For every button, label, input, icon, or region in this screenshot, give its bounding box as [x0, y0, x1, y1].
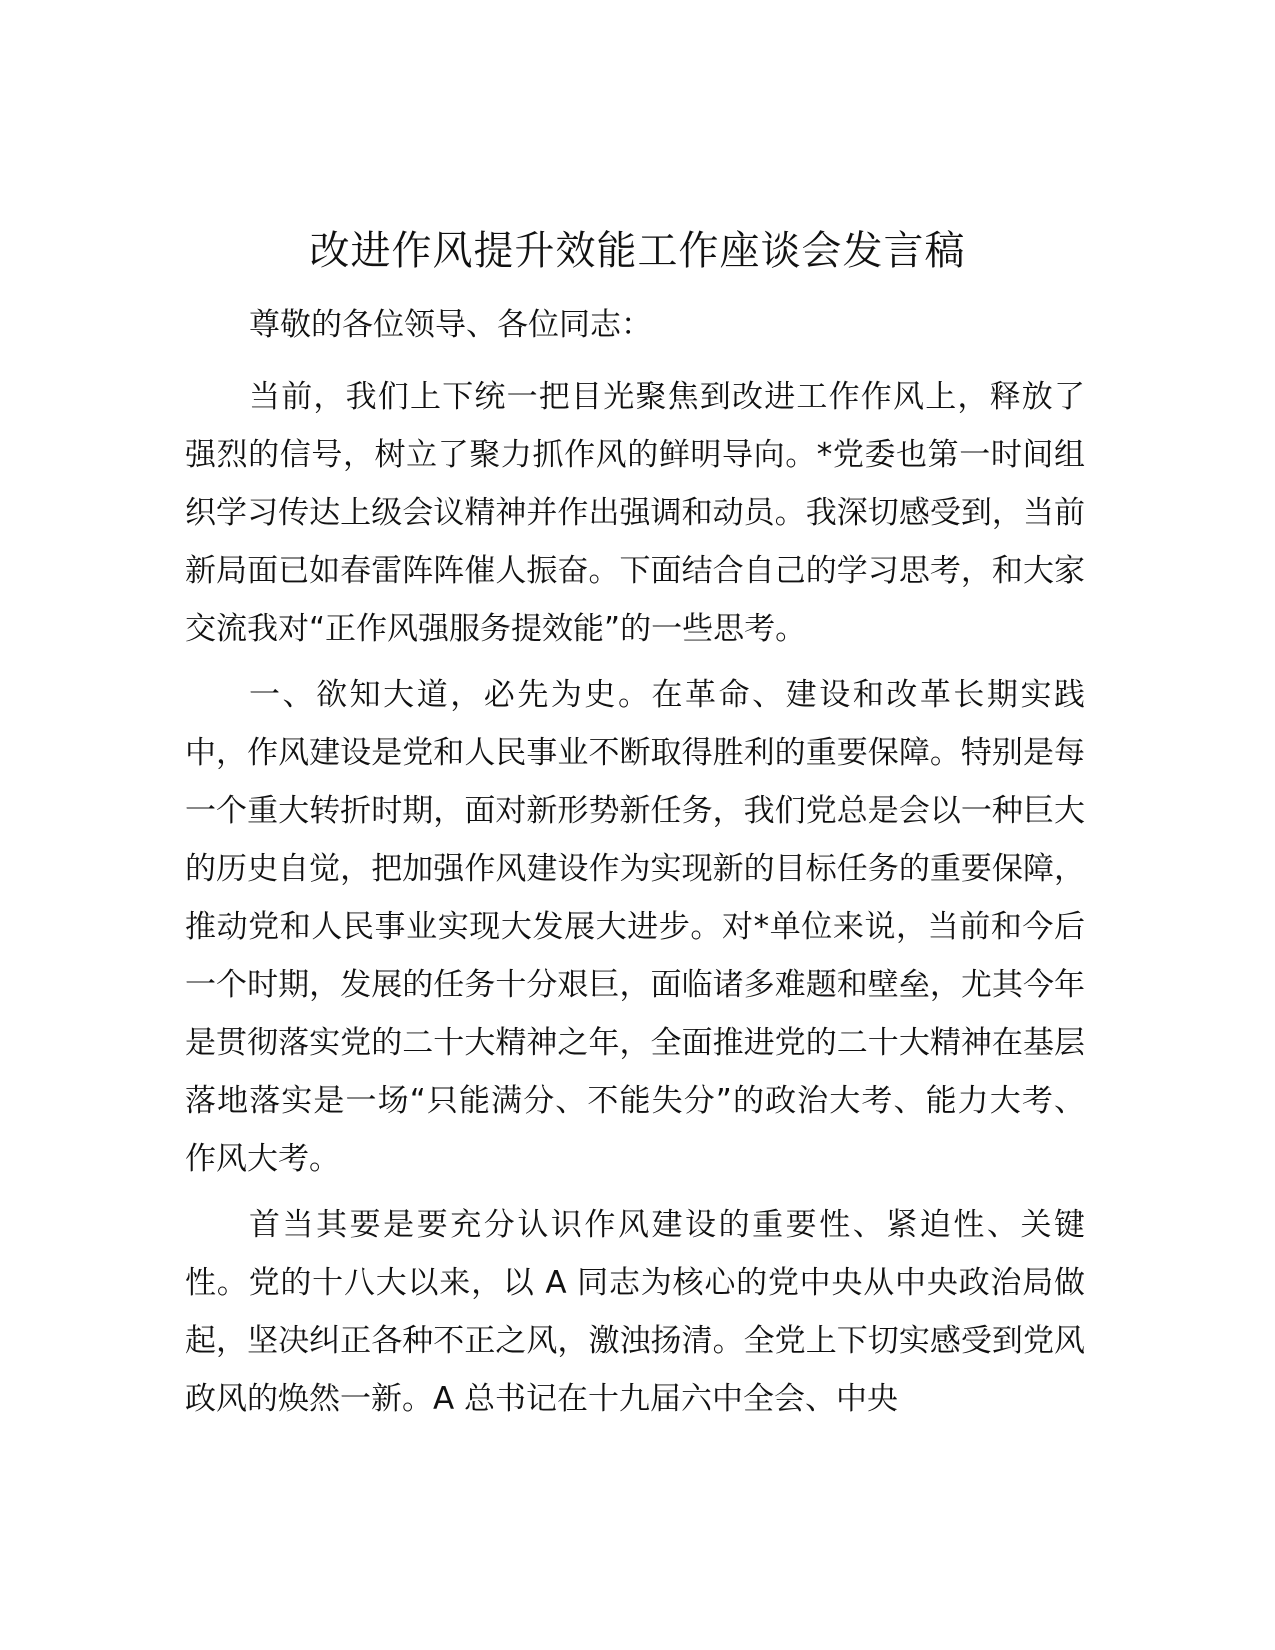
importance-paragraph: 首当其要是要充分认识作风建设的重要性、紧迫性、关键性。党的十八大以来，以 A 同志为核心的党中央从中央政治局做起，坚决纠正各种不正之风，激浊扬清。全党上下切实感受到党风政风的焕然一新。A 总书记在十九届六中全会、中央 — [185, 1207, 1085, 1417]
intro-paragraph: 当前，我们上下统一把目光聚焦到改进工作作风上，释放了强烈的信号，树立了聚力抓作风的鲜明导向。*党委也第一时间组织学习传达上级会议精神并作出强调和动员。我深切感受到，当前新局面已如春雷阵阵催人振奋。下面结合自己的学习思考，和大家交流我对“正作风强服务提效能”的一些思考。 — [185, 379, 1085, 647]
section-one-paragraph: 一、欲知大道，必先为史。在革命、建设和改革长期实践中，作风建设是党和人民事业不断取得胜利的重要保障。特别是每一个重大转折时期，面对新形势新任务，我们党总是会以一种巨大的历史自觉，把加强作风建设作为实现新的目标任务的重要保障，推动党和人民事业实现大发展大进步。对*单位来说，当前和今后一个时期，发展的任务十分艰巨，面临诸多难题和壁垒，尤其今年是贯彻落实党的二十大精神之年，全面推进党的二十大精神在基层落地落实是一场“只能满分、不能失分”的政治大考、能力大考、作风大考。 — [185, 677, 1085, 1177]
document-body — [185, 296, 1085, 1436]
document-title: 改进作风提升效能工作座谈会发言稿 — [309, 228, 966, 274]
salutation-paragraph: 尊敬的各位领导、各位同志： — [249, 307, 652, 343]
